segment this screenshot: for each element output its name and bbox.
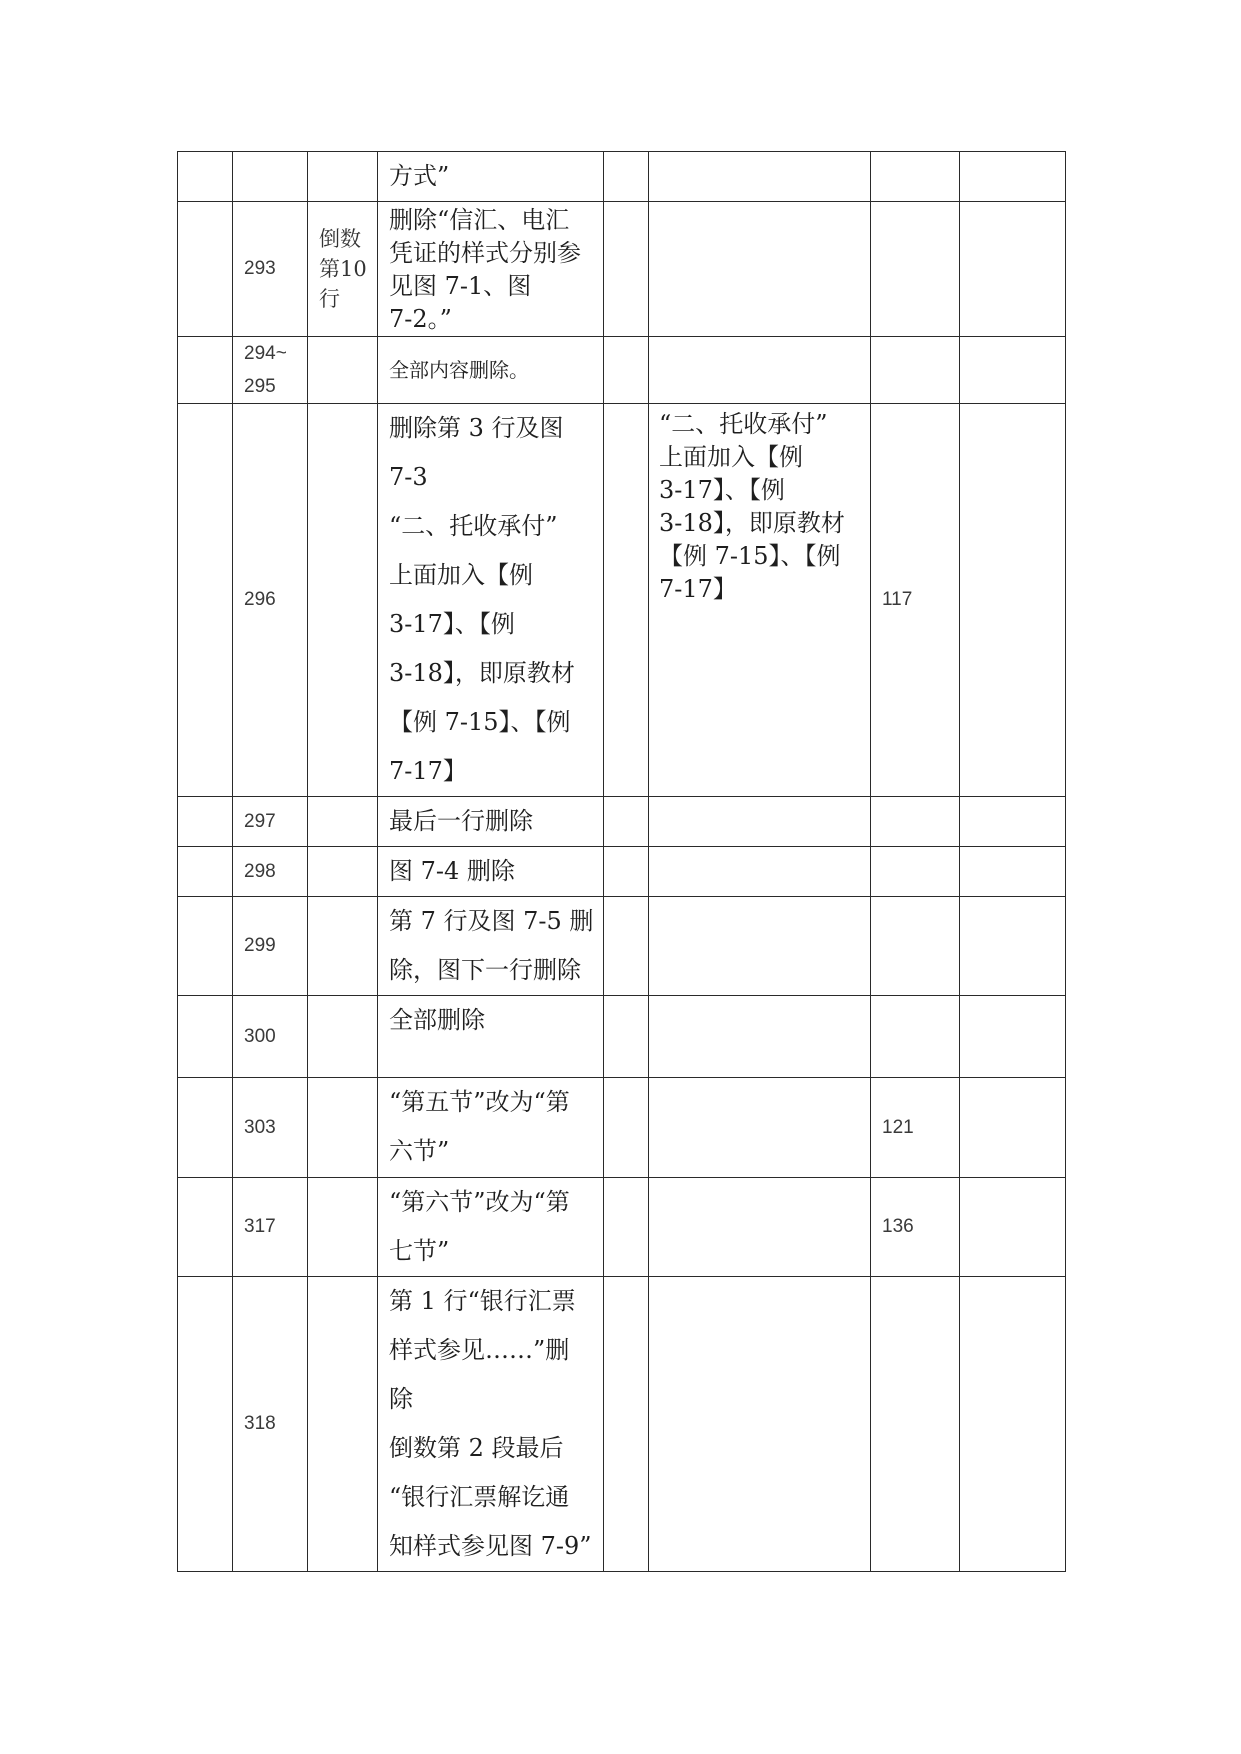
revision-content-cell <box>378 202 604 337</box>
page-number-cell: 300 <box>233 996 308 1078</box>
blank-cell <box>604 996 649 1078</box>
new-page-cell <box>871 202 960 337</box>
new-page-cell <box>871 337 960 404</box>
note-cell <box>649 847 871 897</box>
blank-cell <box>604 797 649 847</box>
content-line: 7-2。” <box>389 305 452 333</box>
content-line: 7-17】 <box>389 757 467 785</box>
new-page-cell <box>871 897 960 996</box>
blank-cell <box>604 202 649 337</box>
blank-cell <box>604 847 649 897</box>
blank-cell <box>960 404 1066 797</box>
blank-cell <box>960 1277 1066 1572</box>
position-cell <box>308 404 378 797</box>
note-cell <box>649 404 871 797</box>
note-line: “二、托收承付” <box>659 410 828 438</box>
blank-cell <box>178 797 233 847</box>
content-line: 删除“信汇、电汇 <box>389 206 570 234</box>
note-line: 上面加入【例 <box>659 443 803 471</box>
position-cell <box>308 847 378 897</box>
blank-cell <box>178 1277 233 1572</box>
blank-cell <box>178 996 233 1078</box>
page-number-cell <box>233 152 308 202</box>
page-number-cell: 293 <box>233 202 308 337</box>
content-line: 除 <box>389 1385 413 1413</box>
blank-cell <box>960 202 1066 337</box>
revision-content-cell <box>378 1178 604 1277</box>
note-cell <box>649 797 871 847</box>
blank-cell <box>960 337 1066 404</box>
note-line: 【例 7-15】、【例 <box>659 542 841 570</box>
blank-cell <box>178 337 233 404</box>
blank-cell <box>178 152 233 202</box>
content-line: 全部内容删除。 <box>389 357 529 382</box>
revision-content-cell <box>378 797 604 847</box>
page-number-cell: 298 <box>233 847 308 897</box>
content-line: 凭证的样式分别参 <box>389 239 581 267</box>
position-line: 第10 <box>319 257 367 281</box>
content-line: 除，图下一行删除 <box>389 956 581 984</box>
blank-cell <box>178 1078 233 1178</box>
blank-cell <box>604 404 649 797</box>
blank-cell <box>960 847 1066 897</box>
position-cell <box>308 996 378 1078</box>
content-line: “第五节”改为“第 <box>389 1088 570 1116</box>
page-number-line: 295 <box>244 376 276 397</box>
content-line: 上面加入【例 <box>389 561 533 589</box>
content-line: 第 1 行“银行汇票 <box>389 1287 576 1315</box>
revision-content-cell <box>378 337 604 404</box>
new-page-cell: 121 <box>871 1078 960 1178</box>
new-page-cell: 136 <box>871 1178 960 1277</box>
table-row <box>178 1078 1066 1178</box>
table-row <box>178 1178 1066 1277</box>
revision-content-cell <box>378 152 604 202</box>
position-cell <box>308 797 378 847</box>
blank-cell <box>960 1078 1066 1178</box>
note-cell <box>649 1277 871 1572</box>
content-line: 方式” <box>389 162 450 190</box>
position-cell <box>308 1277 378 1572</box>
new-page-cell <box>871 996 960 1078</box>
content-line: 3-18】，即原教材 <box>389 659 575 687</box>
position-cell <box>308 1078 378 1178</box>
blank-cell <box>604 1178 649 1277</box>
position-cell <box>308 1178 378 1277</box>
table-row <box>178 996 1066 1078</box>
blank-cell <box>178 847 233 897</box>
blank-cell <box>178 202 233 337</box>
content-line: 知样式参见图 7-9” <box>389 1532 592 1560</box>
content-line: 七节” <box>389 1237 450 1265</box>
position-cell <box>308 897 378 996</box>
note-cell <box>649 1078 871 1178</box>
revision-content-cell <box>378 847 604 897</box>
revision-content-cell <box>378 996 604 1078</box>
blank-cell <box>960 797 1066 847</box>
blank-cell <box>604 1078 649 1178</box>
content-line: 图 7-4 删除 <box>389 857 515 885</box>
note-cell <box>649 152 871 202</box>
table-row <box>178 404 1066 797</box>
table-row <box>178 152 1066 202</box>
blank-cell <box>604 152 649 202</box>
content-line: 【例 7-15】、【例 <box>389 708 571 736</box>
errata-table <box>177 151 1066 1572</box>
revision-content-cell <box>378 1078 604 1178</box>
note-cell <box>649 897 871 996</box>
note-cell <box>649 996 871 1078</box>
revision-content-cell <box>378 897 604 996</box>
table-row <box>178 337 1066 404</box>
content-line: “第六节”改为“第 <box>389 1188 570 1216</box>
position-line: 行 <box>319 287 340 311</box>
revision-content-cell <box>378 1277 604 1572</box>
blank-cell <box>604 337 649 404</box>
blank-cell <box>960 897 1066 996</box>
note-cell <box>649 1178 871 1277</box>
note-line: 3-17】、【例 <box>659 476 785 504</box>
page-number-cell: 297 <box>233 797 308 847</box>
content-line: “银行汇票解讫通 <box>389 1483 570 1511</box>
page-number-cell: 318 <box>233 1277 308 1572</box>
blank-cell <box>604 1277 649 1572</box>
content-line: 3-17】、【例 <box>389 610 515 638</box>
blank-cell <box>960 152 1066 202</box>
blank-cell <box>604 897 649 996</box>
position-line: 倒数 <box>319 227 361 251</box>
table-row <box>178 1277 1066 1572</box>
new-page-cell <box>871 797 960 847</box>
revision-content-cell <box>378 404 604 797</box>
note-line: 3-18】，即原教材 <box>659 509 845 537</box>
page-number-cell: 317 <box>233 1178 308 1277</box>
content-line: 最后一行删除 <box>389 807 533 835</box>
position-cell <box>308 337 378 404</box>
content-line: 第 7 行及图 7-5 删 <box>389 907 594 935</box>
blank-cell <box>960 996 1066 1078</box>
note-cell <box>649 337 871 404</box>
new-page-cell <box>871 1277 960 1572</box>
note-cell <box>649 202 871 337</box>
content-line: 全部删除 <box>389 1006 485 1034</box>
new-page-cell: 117 <box>871 404 960 797</box>
note-line: 7-17】 <box>659 575 737 603</box>
page-number-cell <box>233 337 308 404</box>
content-line: 7-3 <box>389 463 428 491</box>
blank-cell <box>178 1178 233 1277</box>
content-line: 见图 7-1、图 <box>389 272 532 300</box>
page-number-cell: 303 <box>233 1078 308 1178</box>
table-row <box>178 847 1066 897</box>
position-cell <box>308 152 378 202</box>
content-line: “二、托收承付” <box>389 512 558 540</box>
table-row <box>178 897 1066 996</box>
content-line: 删除第 3 行及图 <box>389 414 564 442</box>
blank-cell <box>178 897 233 996</box>
position-cell <box>308 202 378 337</box>
page-number-cell: 296 <box>233 404 308 797</box>
page-number-cell: 299 <box>233 897 308 996</box>
content-line: 倒数第 2 段最后 <box>389 1434 564 1462</box>
new-page-cell <box>871 847 960 897</box>
table-row <box>178 797 1066 847</box>
content-line: 样式参见……”删 <box>389 1336 570 1364</box>
blank-cell <box>960 1178 1066 1277</box>
content-line: 六节” <box>389 1137 450 1165</box>
page-number-line: 294~ <box>244 343 287 364</box>
table-row <box>178 202 1066 337</box>
new-page-cell <box>871 152 960 202</box>
blank-cell <box>178 404 233 797</box>
